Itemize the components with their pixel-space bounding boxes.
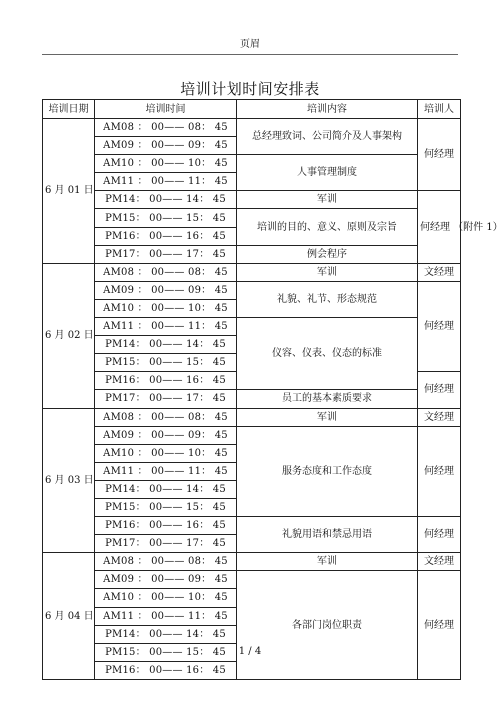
page-number: 1 / 4 — [238, 646, 262, 657]
trainer-cell: 何经理 — [418, 119, 461, 191]
table-row — [43, 553, 461, 571]
time-cell: PM16： 00—— 16： 45 — [95, 372, 237, 390]
trainer-cell: 文经理 — [418, 408, 461, 426]
page-header: 页眉 — [240, 39, 260, 50]
content-cell: 员工的基本素质要求 — [237, 390, 418, 408]
content-cell: 仪容、仪表、仪态的标准 — [237, 318, 418, 390]
time-cell: PM16： 00—— 16： 45 — [95, 661, 237, 679]
table-row — [43, 263, 461, 281]
table-row — [43, 281, 461, 299]
content-cell: 例会程序 — [237, 245, 418, 263]
table-row — [43, 318, 461, 336]
time-cell: PM16： 00—— 16： 45 — [95, 517, 237, 535]
time-cell: AM10 ： 00—— 10： 45 — [95, 299, 237, 317]
content-cell: 各部门岗位职责 — [237, 571, 418, 680]
time-cell: PM15： 00—— 15： 45 — [95, 643, 237, 661]
table-row — [43, 119, 461, 137]
table-row — [43, 390, 461, 408]
date-cell: 6 月 02 日 — [43, 263, 95, 408]
trainer-cell: 何经理 — [418, 426, 461, 516]
time-cell: AM11 ： 00—— 11： 45 — [95, 173, 237, 191]
content-cell: 人事管理制度 — [237, 155, 418, 191]
table-row — [43, 209, 461, 227]
time-cell: PM14： 00—— 14： 45 — [95, 191, 237, 209]
time-cell: PM14： 00—— 14： 45 — [95, 480, 237, 498]
date-cell: 6 月 04 日 — [43, 553, 95, 680]
time-cell: PM17： 00—— 17： 45 — [95, 245, 237, 263]
table-row — [43, 517, 461, 535]
content-cell: 总经理致词、公司简介及人事架构 — [237, 119, 418, 155]
training-schedule-table — [42, 99, 503, 680]
time-cell: PM15： 00—— 15： 45 — [95, 354, 237, 372]
date-cell: 6 月 03 日 — [43, 408, 95, 553]
table-row — [43, 408, 461, 426]
table-row — [43, 426, 461, 444]
content-cell: 军训 — [237, 553, 418, 571]
time-cell: AM09 ： 00—— 09： 45 — [95, 426, 237, 444]
header-divider — [42, 54, 458, 55]
content-cell: 军训 — [237, 408, 418, 426]
table-row — [43, 191, 461, 209]
time-cell: AM09 ： 00—— 09： 45 — [95, 137, 237, 155]
content-cell: 礼貌、礼节、形态规范 — [237, 281, 418, 317]
time-cell: PM14： 00—— 14： 45 — [95, 625, 237, 643]
time-cell: AM11 ： 00—— 11： 45 — [95, 462, 237, 480]
table-header-row — [43, 100, 461, 119]
time-cell: AM09 ： 00—— 09： 45 — [95, 571, 237, 589]
table-row — [43, 245, 461, 263]
time-cell: AM11 ： 00—— 11： 45 — [95, 607, 237, 625]
date-cell: 6 月 01 日 — [43, 119, 95, 264]
time-cell: PM17： 00—— 17： 45 — [95, 535, 237, 553]
time-cell: PM17： 00—— 17： 45 — [95, 390, 237, 408]
time-cell: PM15： 00—— 15： 45 — [95, 209, 237, 227]
trainer-cell: 何经理 — [418, 571, 461, 680]
table-row — [43, 155, 461, 173]
trainer-cell: 何经理 — [418, 281, 461, 371]
table-row — [43, 571, 461, 589]
time-cell: AM11 ： 00—— 11： 45 — [95, 318, 237, 336]
time-cell: AM10 ： 00—— 10： 45 — [95, 444, 237, 462]
time-cell: PM15： 00—— 15： 45 — [95, 498, 237, 516]
time-cell: PM14： 00—— 14： 45 — [95, 336, 237, 354]
time-cell: AM09 ： 00—— 09： 45 — [95, 281, 237, 299]
content-cell: 培训的目的、意义、原则及宗旨 — [237, 209, 418, 245]
trainer-cell: 文经理 — [418, 263, 461, 281]
time-cell: AM08 ： 00—— 08： 45 — [95, 119, 237, 137]
content-cell: 服务态度和工作态度 — [237, 426, 418, 516]
time-cell: AM08 ： 00—— 08： 45 — [95, 408, 237, 426]
content-cell: 礼貌用语和禁忌用语 — [237, 517, 418, 553]
time-cell: PM16： 00—— 16： 45 — [95, 227, 237, 245]
time-cell: AM10 ： 00—— 10： 45 — [95, 589, 237, 607]
content-cell: 军训 — [237, 263, 418, 281]
column-header-content: 培训内容 — [237, 100, 418, 119]
column-header-time: 培训时间 — [95, 100, 237, 119]
document-title: 培训计划时间安排表 — [180, 80, 320, 98]
trainer-cell: 文经理 — [418, 553, 461, 571]
trainer-cell: 何经理 — [418, 517, 461, 553]
content-cell: 军训 — [237, 191, 418, 209]
column-header-date: 培训日期 — [43, 100, 95, 119]
time-cell: AM10 ： 00—— 10： 45 — [95, 155, 237, 173]
trainer-cell: 何经理 — [418, 372, 461, 408]
time-cell: AM08 ： 00—— 08： 45 — [95, 553, 237, 571]
column-header-trainer: 培训人 — [418, 100, 461, 119]
trainer-cell: 何经理 （附件 1） — [418, 191, 461, 263]
time-cell: AM08 ： 00—— 08： 45 — [95, 263, 237, 281]
